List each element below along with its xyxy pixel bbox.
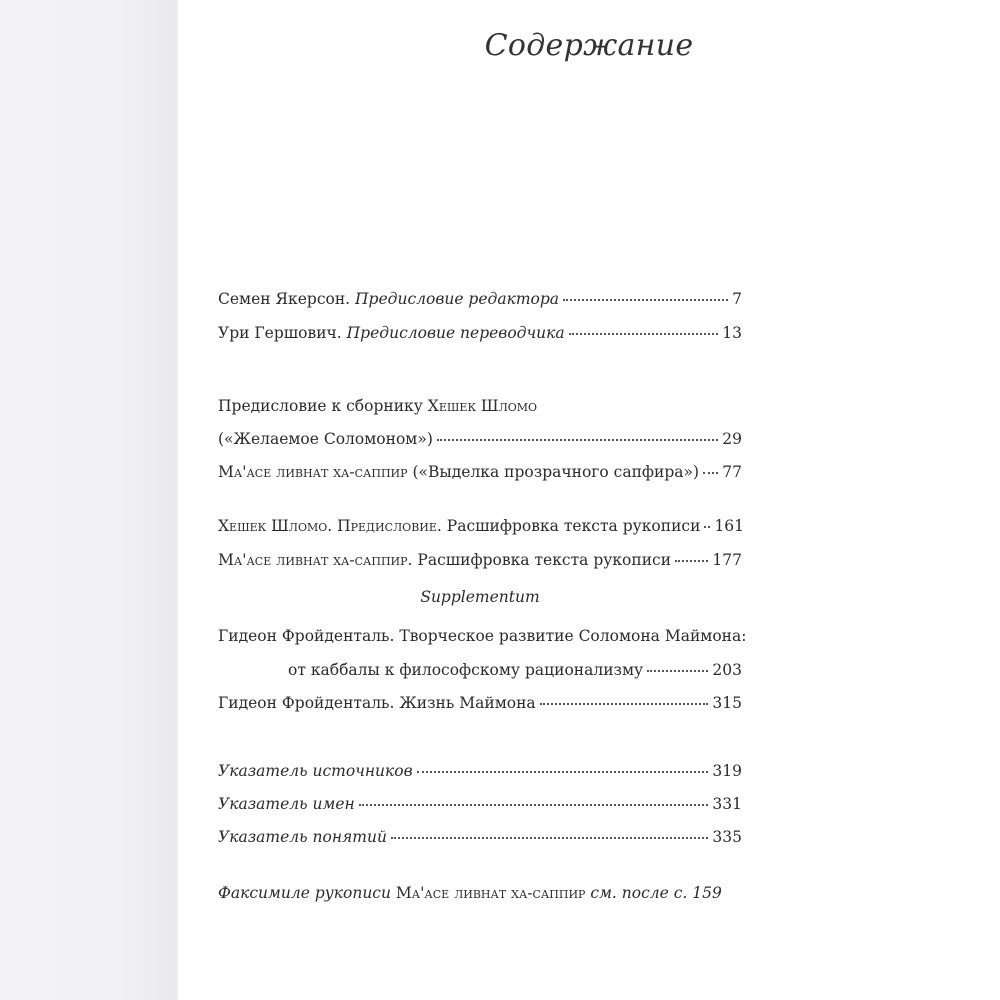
toc-entry-heshek-transcription: Хешек Шломо. Предисловие. Расшифровка текста рукописи 161 <box>218 517 745 535</box>
toc-page-number: 335 <box>712 828 742 846</box>
toc-entry-freudenthal-development <box>218 661 742 679</box>
toc-page-number: 13 <box>722 324 742 342</box>
dot-leader <box>437 439 718 441</box>
toc-title: Указатель понятий <box>218 828 387 846</box>
dot-leader <box>675 560 708 562</box>
dot-leader <box>704 526 710 528</box>
dot-leader <box>359 804 709 806</box>
toc-entry-editor-preface <box>218 290 742 308</box>
toc-page-number: 331 <box>712 795 742 813</box>
book-page <box>178 0 1000 1000</box>
toc-entry-heshek-preface-line1: Предисловие к сборнику Хешек Шломо <box>218 397 538 415</box>
toc-entry-index-names <box>218 795 742 813</box>
toc-entry-index-concepts <box>218 828 742 846</box>
dot-leader <box>540 703 709 705</box>
toc-title: («Желаемое Соломоном») <box>218 430 433 448</box>
section-heading-supplementum: Supplementum <box>420 588 540 606</box>
toc-page-number: 77 <box>722 463 742 481</box>
toc-page-number: 203 <box>712 661 742 679</box>
dot-leader <box>703 472 718 474</box>
facsimile-note: Факсимиле рукописи Ма'асе ливнат ха-саппир см. после с. 159 <box>218 884 722 902</box>
toc-page-number: 29 <box>722 430 742 448</box>
toc-author: Ури Гершович. <box>218 324 342 342</box>
page-title: Содержание <box>484 28 694 63</box>
toc-entry-maimon-life <box>218 694 742 712</box>
toc-author: Семен Якерсон. <box>218 290 351 308</box>
toc-title: Указатель имен <box>218 795 355 813</box>
toc-entry-maase-livnat: Ма'асе ливнат ха-саппир («Выделка прозрачного сапфира») 77 <box>218 463 742 481</box>
toc-title: Предисловие переводчика <box>346 324 565 342</box>
toc-title: Указатель источников <box>218 762 413 780</box>
toc-page-number: 177 <box>712 551 742 569</box>
dot-leader <box>391 837 708 839</box>
toc-page-number: 161 <box>714 517 745 535</box>
toc-entry-translator-preface <box>218 324 742 342</box>
toc-entry-maase-transcription: Ма'асе ливнат ха-саппир. Расшифровка текста рукописи 177 <box>218 551 742 569</box>
toc-page-number: 315 <box>712 694 742 712</box>
page-gutter-shadow <box>0 0 178 1000</box>
dot-leader <box>417 771 709 773</box>
toc-page-number: 319 <box>712 762 742 780</box>
dot-leader <box>569 333 719 335</box>
toc-entry-index-sources <box>218 762 742 780</box>
toc-entry-heshek-preface <box>218 430 742 448</box>
toc-page-number: 7 <box>732 290 742 308</box>
dot-leader <box>563 299 728 301</box>
toc-title: от каббалы к философскому рационализму <box>288 661 644 679</box>
toc-title: Предисловие редактора <box>355 290 560 308</box>
toc-entry-freudenthal-development-line1: Гидеон Фройденталь. Творческое развитие Соломона Маймона: <box>218 627 747 645</box>
dot-leader <box>647 670 708 672</box>
toc-title: Гидеон Фройденталь. Жизнь Маймона <box>218 694 536 712</box>
